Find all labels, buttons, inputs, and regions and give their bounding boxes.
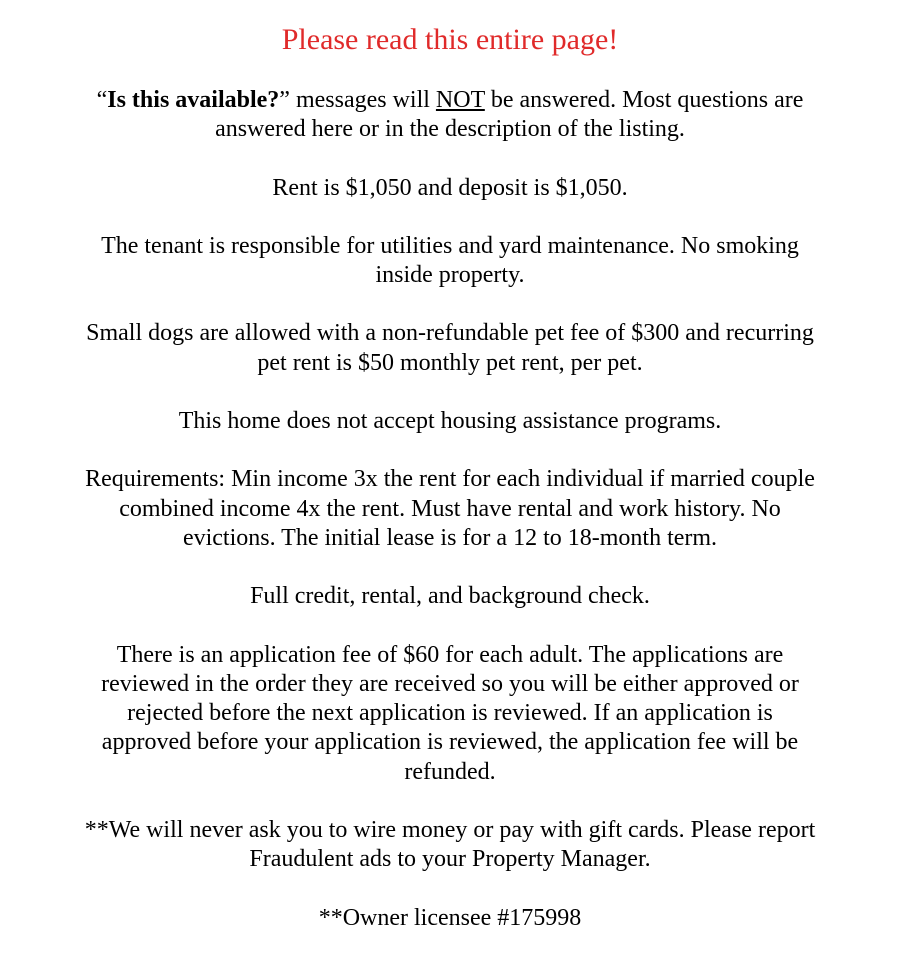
underlined-word: NOT	[435, 87, 485, 113]
pets-paragraph: Small dogs are allowed with a non-refundable pet fee of $300 and recurring pet rent is $50 monthly pet rent, per pet.	[86, 320, 814, 376]
requirements-paragraph: Requirements: Min income 3x the rent for each individual if married couple combined income 4x the rent. Must have rental and work history. No evictions. The initial lease is for a 12 to 18-month term.	[85, 466, 815, 551]
close-quote: ”	[279, 87, 290, 113]
intro-paragraph	[82, 86, 818, 145]
rent-paragraph: Rent is $1,050 and deposit is $1,050.	[272, 174, 628, 201]
intro-tail-text: be answered. Most questions are answered here or in the description of the listing.	[215, 87, 804, 143]
license-paragraph: **Owner licensee #175998	[318, 904, 582, 931]
open-quote: “	[96, 87, 108, 113]
intro-mid-text: messages will	[289, 87, 436, 113]
utilities-paragraph: The tenant is responsible for utilities and yard maintenance. No smoking inside property.	[101, 232, 799, 289]
application-fee-paragraph: There is an application fee of $60 for each adult. The applications are reviewed in the order they are received so you will be either approved or rejected before the next application is reviewed. If an application is approved before your application is reviewed, the application fee will be refunded.	[101, 641, 799, 785]
checks-paragraph: Full credit, rental, and background check.	[250, 583, 650, 610]
bold-phrase: Is this available?	[107, 87, 280, 113]
fraud-warning-paragraph: **We will never ask you to wire money or pay with gift cards. Please report Fraudulent ads to your Property Manager.	[84, 817, 816, 873]
page-title: Please read this entire page!	[281, 23, 619, 56]
assistance-paragraph: This home does not accept housing assistance programs.	[178, 408, 722, 435]
